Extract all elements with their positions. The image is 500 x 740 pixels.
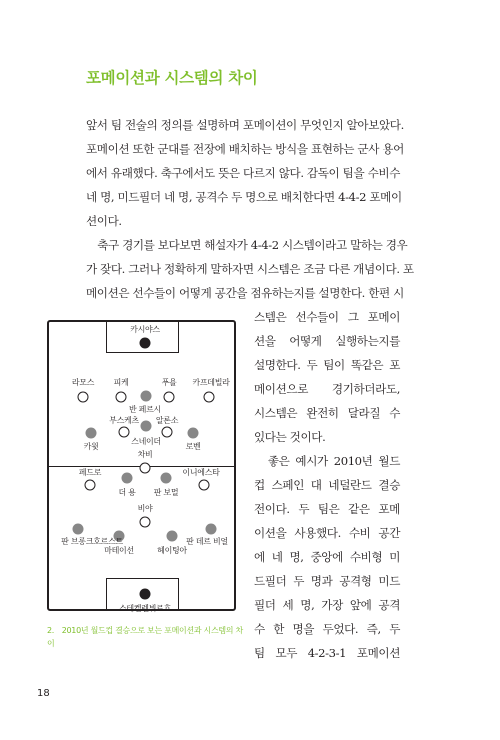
body-line: 설명한다. 두 팀이 똑같은 포 xyxy=(254,358,400,372)
player-marker xyxy=(141,421,152,432)
player-label: 로벤 xyxy=(185,442,201,451)
player-marker xyxy=(199,480,210,491)
player-label: 카윗 xyxy=(83,442,99,451)
body-line: 메이션으로 경기하더라도, xyxy=(254,382,400,396)
player-label: 더 용 xyxy=(118,488,136,497)
player-label: 헤이팅아 xyxy=(157,546,187,555)
page-number: 18 xyxy=(37,688,50,699)
body-line: 션을 어떻게 실행하는지를 xyxy=(254,334,400,348)
body-line: 스템은 선수들이 그 포메이 xyxy=(254,310,400,324)
player-marker xyxy=(141,391,152,402)
player-marker xyxy=(188,428,199,439)
player-label: 차비 xyxy=(137,450,153,459)
section-heading: 포메이션과 시스템의 차이 xyxy=(86,69,258,87)
player-marker xyxy=(78,392,89,403)
body-line: 수 한 명을 두었다. 즉, 두 xyxy=(254,622,400,636)
body-line: 시스템은 완전히 달라질 수 xyxy=(254,406,400,420)
player-marker xyxy=(140,463,151,474)
player-label: 카시야스 xyxy=(130,325,160,334)
player-marker xyxy=(164,392,175,403)
player-label: 판 데르 비얼 xyxy=(186,537,228,546)
player-marker xyxy=(162,427,173,438)
player-marker xyxy=(73,524,84,535)
player-label: 이니에스타 xyxy=(182,468,220,477)
figure-caption: 2. 2010년 월드컵 결승으로 보는 포메이션과 시스템의 차이 xyxy=(47,626,243,648)
body-line: 좋은 예시가 2010년 월드 xyxy=(254,454,400,468)
player-label: 비야 xyxy=(137,504,153,513)
body-line: 드필더 두 명과 공격형 미드 xyxy=(254,574,400,588)
body-line: 전이다. 두 팀은 같은 포메 xyxy=(254,502,400,516)
player-label: 피케 xyxy=(113,378,129,387)
player-marker xyxy=(116,392,127,403)
body-line: 이션을 사용했다. 수비 공간 xyxy=(254,526,400,540)
body-line: 앞서 팀 전술의 정의를 설명하며 포메이션이 무엇인지 알아보았다. xyxy=(86,118,404,132)
body-line: 에서 유래했다. 축구에서도 뜻은 다르지 않다. 감독이 팀을 수비수 xyxy=(86,166,400,180)
goalkeeper-marker xyxy=(140,338,151,349)
player-marker xyxy=(122,473,133,484)
player-marker xyxy=(161,473,172,484)
body-line: 팀 모두 4-2-3-1 포메이션 xyxy=(254,646,400,660)
body-line: 포메이션 또한 군대를 전장에 배치하는 방식을 표현하는 군사 용어 xyxy=(86,142,404,156)
player-label: 스테켈렌뷔르흐 xyxy=(119,604,171,613)
body-line: 션이다. xyxy=(86,214,122,228)
player-marker xyxy=(119,427,130,438)
body-line: 컵 스페인 대 네덜란드 결승 xyxy=(254,478,400,492)
player-marker xyxy=(206,524,217,535)
player-marker xyxy=(86,428,97,439)
formation-pitch-diagram xyxy=(47,320,236,611)
player-label: 페드로 xyxy=(78,468,102,477)
body-line: 축구 경기를 보다보면 해설자가 4-4-2 시스템이라고 말하는 경우 xyxy=(86,238,408,252)
player-label: 부스케츠 xyxy=(109,416,139,425)
player-label: 카프데빌라 xyxy=(192,378,230,387)
player-marker xyxy=(140,517,151,528)
player-label: 알론소 xyxy=(155,416,179,425)
body-line: 필더 세 명, 가장 앞에 공격 xyxy=(254,598,400,612)
player-label: 판 보멀 xyxy=(153,488,179,497)
player-label: 판 브롱크호르스트 xyxy=(61,537,123,546)
body-line: 가 잦다. 그러나 정확하게 말하자면 시스템은 조금 다른 개념이다. 포 xyxy=(86,262,414,276)
player-label: 라모스 xyxy=(71,378,95,387)
body-line: 있다는 것이다. xyxy=(254,430,326,444)
body-line: 에 네 명, 중앙에 수비형 미 xyxy=(254,550,400,564)
player-label: 마테이선 xyxy=(104,546,134,555)
player-marker xyxy=(167,531,178,542)
player-marker xyxy=(204,392,215,403)
player-label: 푸욜 xyxy=(161,378,177,387)
player-marker xyxy=(85,480,96,491)
goalkeeper-marker xyxy=(140,589,151,600)
player-label: 스네이더 xyxy=(131,437,161,446)
body-line: 메이션은 선수들이 어떻게 공간을 점유하는지를 설명한다. 한편 시 xyxy=(86,286,404,300)
player-label: 반 페르시 xyxy=(129,405,161,414)
body-line: 네 명, 미드필더 네 명, 공격수 두 명으로 배치한다면 4-4-2 포메이 xyxy=(86,190,402,204)
